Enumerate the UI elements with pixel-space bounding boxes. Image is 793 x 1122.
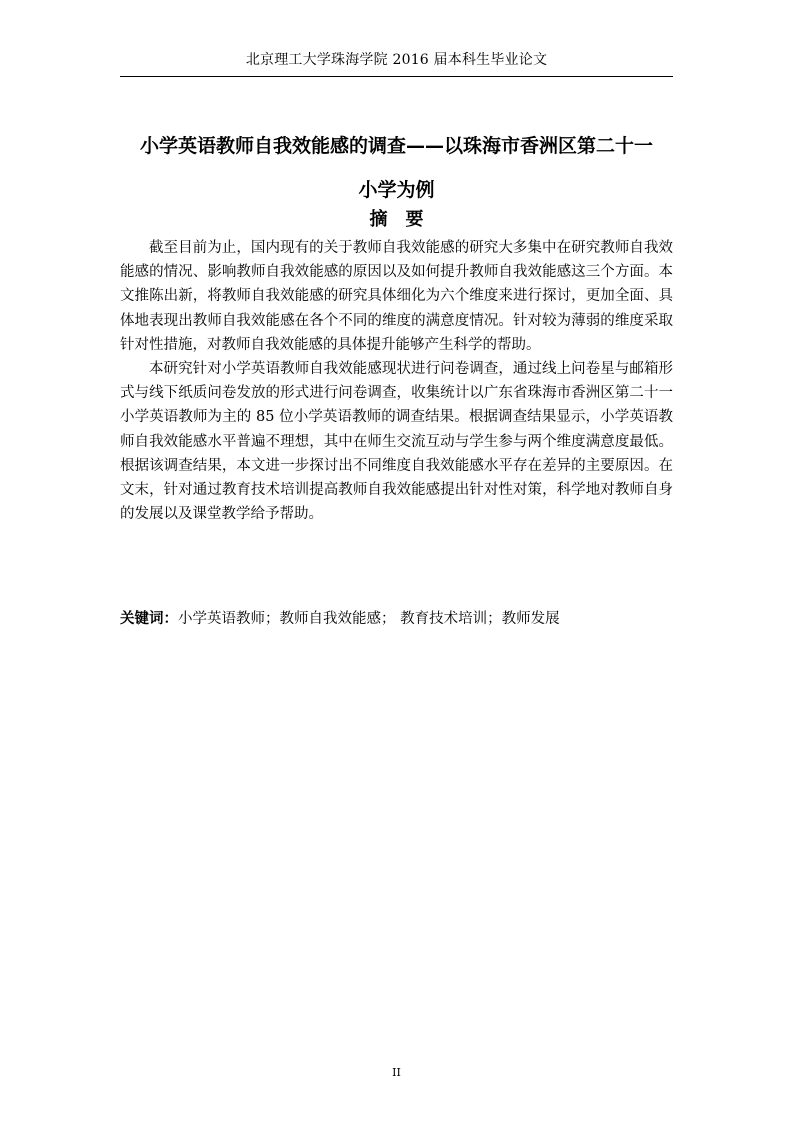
page-number: II (392, 1066, 401, 1079)
keywords (120, 608, 673, 630)
thesis-title (100, 124, 693, 212)
title-line-1: 小学英语教师自我效能感的调查——以珠海市香洲区第二十一 (139, 135, 653, 157)
keywords-label: 关键词： (120, 611, 178, 627)
title-line-2: 小学为例 (358, 179, 435, 201)
header-rule (120, 76, 673, 77)
abstract-paragraph-2: 本研究针对小学英语教师自我效能感现状进行问卷调查，通过线上问卷星与邮箱形式与线下纸质问卷发放的形式进行问卷调查，收集统计以广东省珠海市香洲区第二十一小学英语教师为主的 85 位小学英语教师的调查结果。根据调查结果显示，小学英语教师自我效能感水平普遍不理想，其中在师生交流互动与学生参与两个维度满意度最低。根据该调查结果，本文进一步探讨出不同维度自我效能感水平存在差异的主要原因。在文末，针对通过教育技术培训提高教师自我效能感提出针对性对策，科学地对教师自身的发展以及课堂教学给予帮助。 (120, 361, 673, 523)
keywords-text: 小学英语教师；教师自我效能感； 教育技术培训；教师发展 (178, 611, 560, 627)
abstract-paragraph-1: 截至目前为止，国内现有的关于教师自我效能感的研究大多集中在研究教师自我效能感的情况、影响教师自我效能感的原因以及如何提升教师自我效能感这三个方面。本文推陈出新，将教师自我效能感的研究具体细化为六个维度来进行探讨，更加全面、具体地表现出教师自我效能感在各个不同的维度的满意度情况。针对较为薄弱的维度采取针对性措施，对教师自我效能感的具体提升能够产生科学的帮助。 (120, 240, 673, 353)
abstract-heading: 摘要 (369, 209, 442, 230)
abstract-body (120, 236, 673, 526)
running-header: 北京理工大学珠海学院 2016 届本科生毕业论文 (245, 52, 548, 68)
